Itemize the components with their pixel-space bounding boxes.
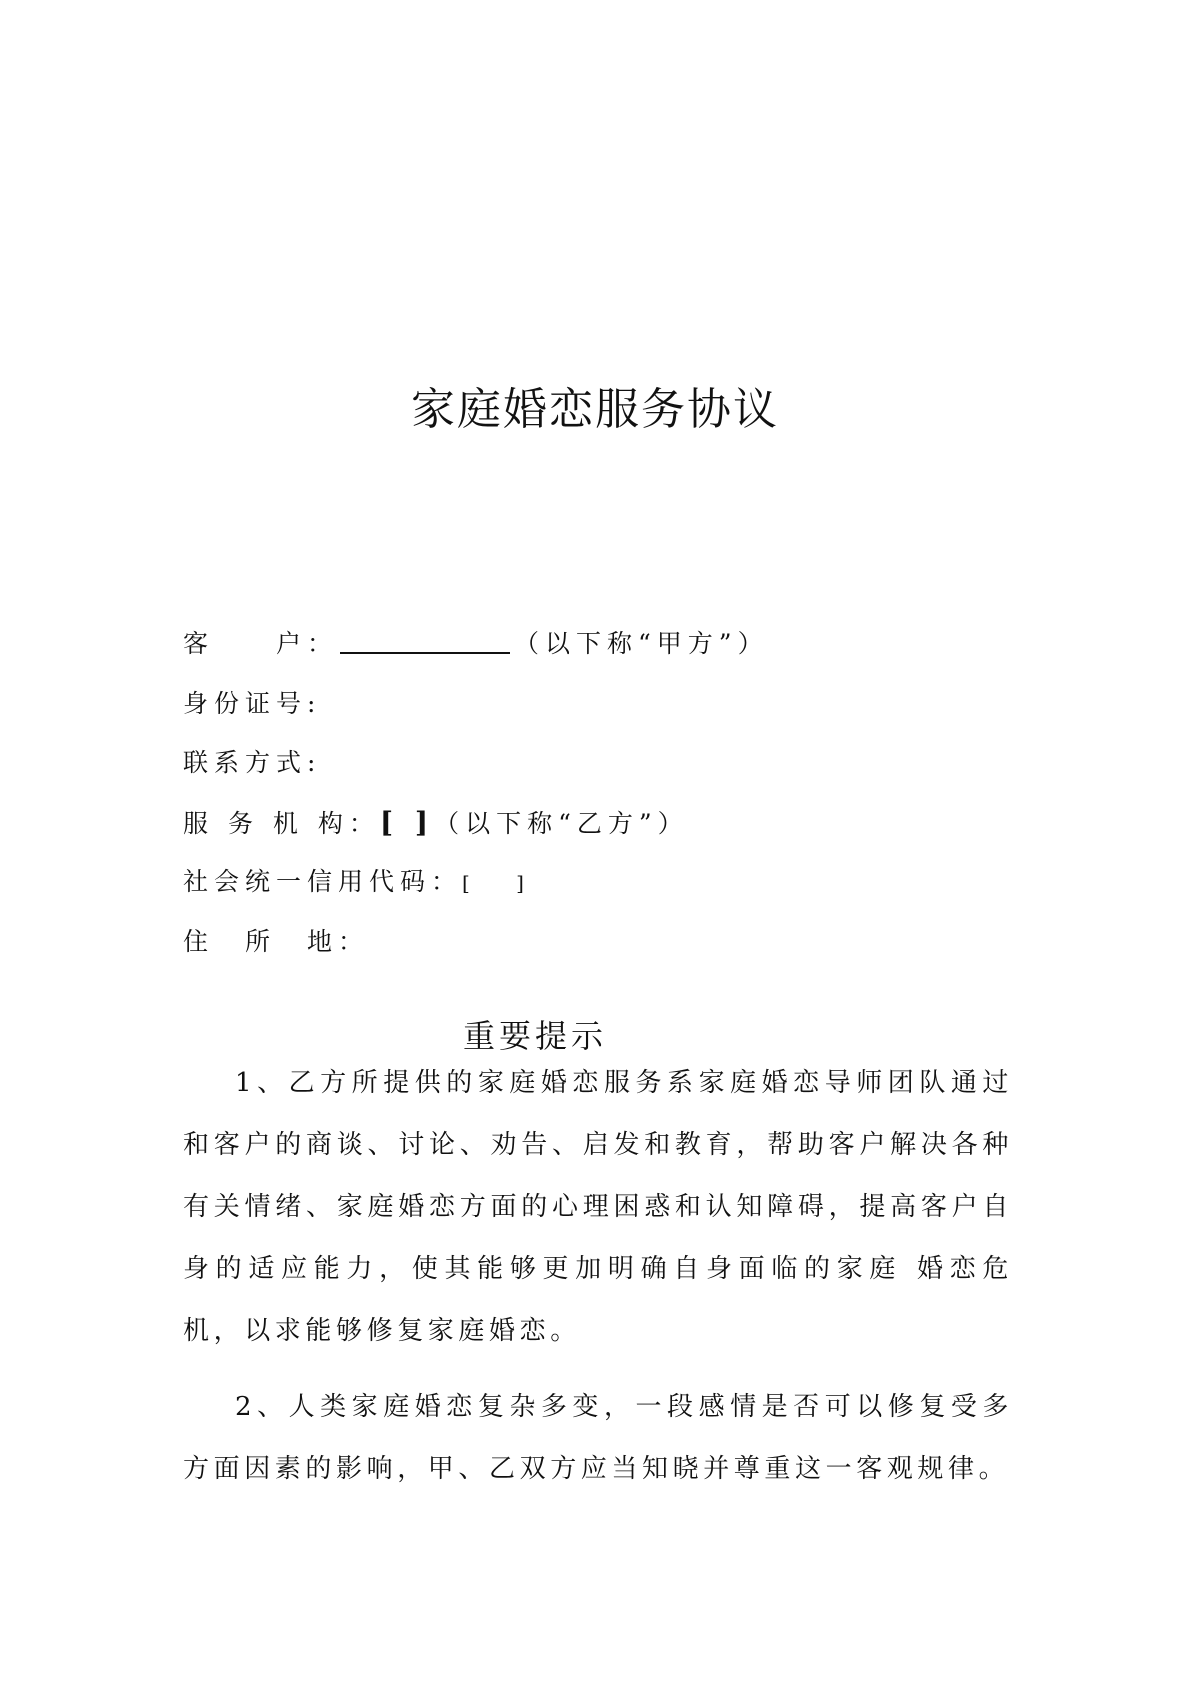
address-label: 住 所 地： <box>183 927 370 956</box>
id-number-label: 身份证号: <box>183 689 322 718</box>
agency-field <box>183 805 689 842</box>
client-suffix: （以下称“甲方”） <box>514 629 769 658</box>
client-label: 客 户： <box>183 629 339 658</box>
client-field <box>183 626 769 662</box>
contact-label: 联系方式: <box>183 748 322 777</box>
agency-label: 服 务 机 构： <box>183 809 380 838</box>
id-number-field <box>183 686 321 722</box>
notice-paragraph-2: 2、人类家庭婚恋复杂多变，一段感情是否可以修复受多方面因素的影响，甲、乙双方应当知晓并尊重这一客观规律。 <box>183 1392 1013 1484</box>
notice-title: 重要提示 <box>462 1017 607 1055</box>
contact-field <box>183 745 321 781</box>
credit-code-brackets: [ ] <box>462 871 544 895</box>
document-title: 家庭婚恋服务协议 <box>411 384 779 435</box>
agency-brackets: [ ] <box>379 806 435 839</box>
agency-suffix: （以下称“乙方”） <box>434 809 689 838</box>
credit-code-label: 社会统一信用代码： <box>183 867 463 896</box>
address-field <box>183 924 369 960</box>
credit-code-field <box>183 864 544 901</box>
client-blank <box>340 626 510 654</box>
notice-paragraph-1: 1、乙方所提供的家庭婚恋服务系家庭婚恋导师团队通过和客户的商谈、讨论、劝告、启发和教育，帮助客户解决各种有关情绪、家庭婚恋方面的心理困惑和认知障碍，提高客户自身的适应能力，使其能够更加明确自身面临的家庭 婚恋危机，以求能够修复家庭婚恋。 <box>183 1068 1013 1346</box>
